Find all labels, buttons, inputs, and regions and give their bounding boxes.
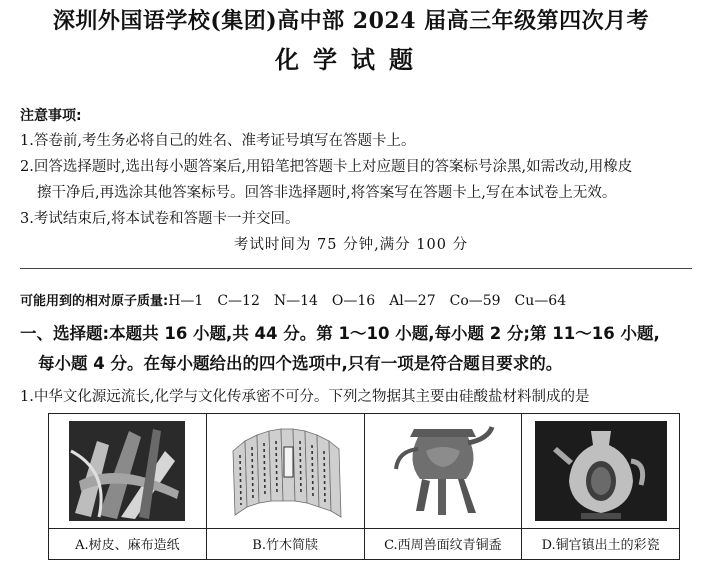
atomic-masses-values: H—1 C—12 N—14 O—16 Al—27 Co—59 Cu—64 — [168, 293, 567, 309]
atomic-masses-label: 可能用到的相对原子质量: — [20, 294, 169, 309]
divider-line — [20, 268, 692, 269]
option-d-label: D.铜官镇出土的彩瓷 — [522, 528, 680, 559]
notice-item: 擦干净后,再选涂其他答案标号。回答非选择题时,将答案写在答题卡上,写在本试卷上无效。 — [37, 185, 617, 201]
exam-title: 深圳外国语学校(集团)高中部 2024 届高三年级第四次月考 — [52, 8, 650, 34]
bronze-vessel-photo — [388, 421, 498, 521]
question-1-options — [48, 413, 680, 560]
section-instructions: 每小题 4 分。在每小题给出的四个选项中,只有一项是符合题目要求的。 — [38, 354, 563, 373]
notice-item: 1.答卷前,考生务必将自己的姓名、准考证号填写在答题卡上。 — [20, 133, 416, 149]
bark-paper-photo — [69, 421, 185, 521]
atomic-masses — [20, 290, 566, 310]
option-b-image-cell — [206, 414, 364, 529]
option-c-image-cell — [364, 414, 522, 529]
porcelain-ewer-photo — [535, 421, 667, 521]
question-1-stem: 1.中华文化源远流长,化学与文化传承密不可分。下列之物据其主要由硅酸盐材料制成的是 — [20, 389, 590, 405]
notice-item: 3.考试结束后,将本试卷和答题卡一并交回。 — [20, 211, 300, 227]
bamboo-slips-photo — [225, 421, 345, 521]
option-d-image-cell — [522, 414, 680, 529]
notice-heading: 注意事项: — [20, 108, 82, 124]
option-a-image-cell — [49, 414, 207, 529]
exam-subject: 化学试题 — [275, 45, 427, 74]
notice-item: 2.回答选择题时,选出每小题答案后,用铅笔把答题卡上对应题目的答案标号涂黑,如需改动,用橡皮 — [20, 159, 633, 175]
option-c-label: C.西周兽面纹青铜盉 — [364, 528, 522, 559]
exam-time: 考试时间为 75 分钟,满分 100 分 — [233, 237, 469, 253]
option-b-label: B.竹木简牍 — [206, 528, 364, 559]
option-a-label: A.树皮、麻布造纸 — [49, 528, 207, 559]
section-instructions: 一、选择题:本题共 16 小题,共 44 分。第 1～10 小题,每小题 2 分;第 11～16 小题, — [20, 324, 660, 343]
